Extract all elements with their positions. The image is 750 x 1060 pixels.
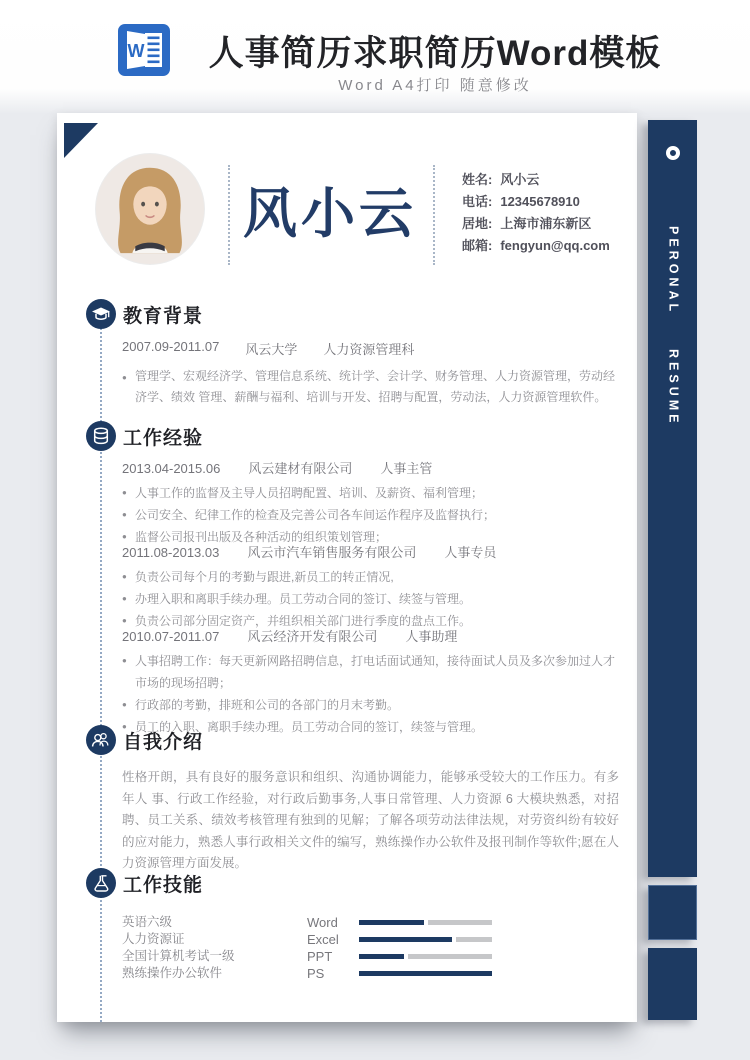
job-company: 风云经济开发有限公司 [247,629,378,644]
corner-triangle-decoration [64,123,98,158]
job-bullet: ● 负责公司部分固定资产，并组织相关部门进行季度的盘点工作。 [122,610,619,632]
section-header [86,421,619,451]
banner-title: 人事简历求职简历Word模板 [208,34,662,73]
contact-value: 上海市浦东新区 [500,216,592,231]
skill-bar-fill [359,920,424,925]
job-company: 风云市汽车销售服务有限公司 [247,545,417,560]
skill-bar-row [307,914,619,931]
certificate-item: 熟练操作办公软件 [122,966,223,980]
job-heading [122,460,619,477]
job-bullet: ● 员工的入职、离职手续办理。员工劳动合同的签订，续签与管理。 [122,716,619,738]
education-period: 2007.09-2011.07 [122,339,220,354]
skill-bar-track [359,971,492,976]
skill-bar-label: PS [307,966,325,981]
contact-label: 居地: [462,216,493,231]
job-entry [86,544,619,632]
graduation-cap-icon [86,299,116,329]
resume-name: 风小云 [243,184,417,244]
job-heading [122,544,619,561]
section-education [86,299,619,408]
job-bullet: ● 公司安全、纪律工作的检查及完善公司各车间运作程序及监督执行； [122,504,619,526]
ring-icon [666,146,680,160]
word-icon-letter: W [127,41,145,61]
section-header [86,725,619,755]
ms-word-icon [118,24,170,76]
contact-info [462,169,610,257]
job-heading [122,628,619,645]
job-bullet: ● 办理入职和离职手续办理。员工劳动合同的签订、续签与管理。 [122,588,619,610]
contact-label: 邮箱: [462,238,493,253]
certificate-list [122,914,307,982]
section-skills [86,868,619,982]
contact-row-email [462,235,610,257]
job-period: 2013.04-2015.06 [122,461,221,476]
people-icon [86,725,116,755]
job-bullet: ● 负责公司每个月的考勤与跟进,新员工的转正情况, [122,566,619,588]
database-stack-icon [86,421,116,451]
sidebar-block-3 [648,948,697,1020]
job-role: 人事主管 [380,461,433,476]
sidebar-main-bar [648,120,697,877]
banner-subtitle: Word A4打印 随意修改 [338,77,532,94]
about-paragraph: 性格开朗，具有良好的服务意识和组织、沟通协调能力，能够承受较大的工作压力。有多年人 事、行政工作经验，对行政后勤事务,人事日常管理、人力资源 6 大模块熟悉，对招聘、员工关系、绩效考核管理有独到的见解；了解各项劳动法律法规，对劳资纠纷有较好的应对能力，熟悉人事行政相关文件的编写，熟练操作办公软件及报刊制作等软件;愿在人力资源管理方面发展。 [122,770,619,870]
section-about [86,725,619,875]
section-title: 工作技能 [123,874,204,896]
education-detail: ● 管理学、宏观经济学、管理信息系统、统计学、会计学、财务管理、人力资源管理，劳动经济学、绩效 管理、薪酬与福利、培训与开发、招聘与配置，劳动法，人力资源管理软件。 [122,366,619,408]
contact-row-address [462,213,610,235]
skill-bar-track [359,954,492,959]
sidebar-vertical-text [665,176,681,476]
job-period: 2010.07-2011.07 [122,629,220,644]
education-meta [122,339,619,358]
skill-bar-remainder [428,920,492,925]
contact-value: fengyun@qq.com [500,238,610,253]
skill-bar-row [307,931,619,948]
job-period: 2011.08-2013.03 [122,545,220,560]
certificate-item: 全国计算机考试一级 [122,949,235,963]
job-bullet: ● 人事招聘工作：每天更新网路招聘信息，打电话面试通知，接待面试人员及多次参加过人才市场的现场招聘； [122,650,619,694]
skill-bar-label: PPT [307,949,333,964]
skill-bar-fill [359,954,404,959]
profile-photo [95,153,205,265]
contact-value: 12345678910 [500,194,580,209]
certificate-item: 英语六级 [122,915,173,929]
sidebar-block-2 [648,885,697,940]
skill-bar-track [359,937,492,942]
skill-bar-row [307,965,619,982]
contact-value: 风小云 [500,172,540,187]
contact-label: 电话: [462,194,493,209]
skill-bar-remainder [456,937,492,942]
skill-bar-label: Word [307,915,338,930]
contact-label: 姓名: [462,172,493,187]
top-banner [0,0,750,114]
job-bullet: ● 人事工作的监督及主导人员招聘配置、培训、及薪资、福利管理； [122,482,619,504]
skill-bar-remainder [408,954,492,959]
education-school: 风云大学 [245,342,298,357]
education-major: 人力资源管理科 [323,342,415,357]
skill-bar-fill [359,971,492,976]
skill-bar-track [359,920,492,925]
section-header [86,868,619,898]
section-header [86,299,619,329]
flask-icon [86,868,116,898]
job-entry [86,628,619,738]
job-role: 人事助理 [405,629,458,644]
job-bullet: ● 行政部的考勤，排班和公司的各部门的月末考勤。 [122,694,619,716]
sidebar-word-resume: RESUME [666,348,681,427]
contact-row-phone [462,191,610,213]
skill-bar-label: Excel [307,932,339,947]
section-title: 自我介绍 [123,731,204,753]
section-title: 工作经验 [123,427,204,449]
dotted-divider-right [433,165,435,265]
sidebar-word-peronal: PERONAL [666,225,681,316]
job-company: 风云建材有限公司 [248,461,353,476]
job-entry [86,460,619,548]
certificate-item: 人力资源证 [122,932,185,946]
job-role: 人事专员 [444,545,497,560]
skill-bars [307,914,619,982]
section-title: 教育背景 [123,305,204,327]
skill-bar-row [307,948,619,965]
section-experience [86,421,619,734]
job-bullet: ● 监督公司报刊出版及各种活动的组织策划管理； [122,526,619,548]
resume-page [57,113,637,1022]
contact-row-name [462,169,610,191]
skill-bar-fill [359,937,452,942]
